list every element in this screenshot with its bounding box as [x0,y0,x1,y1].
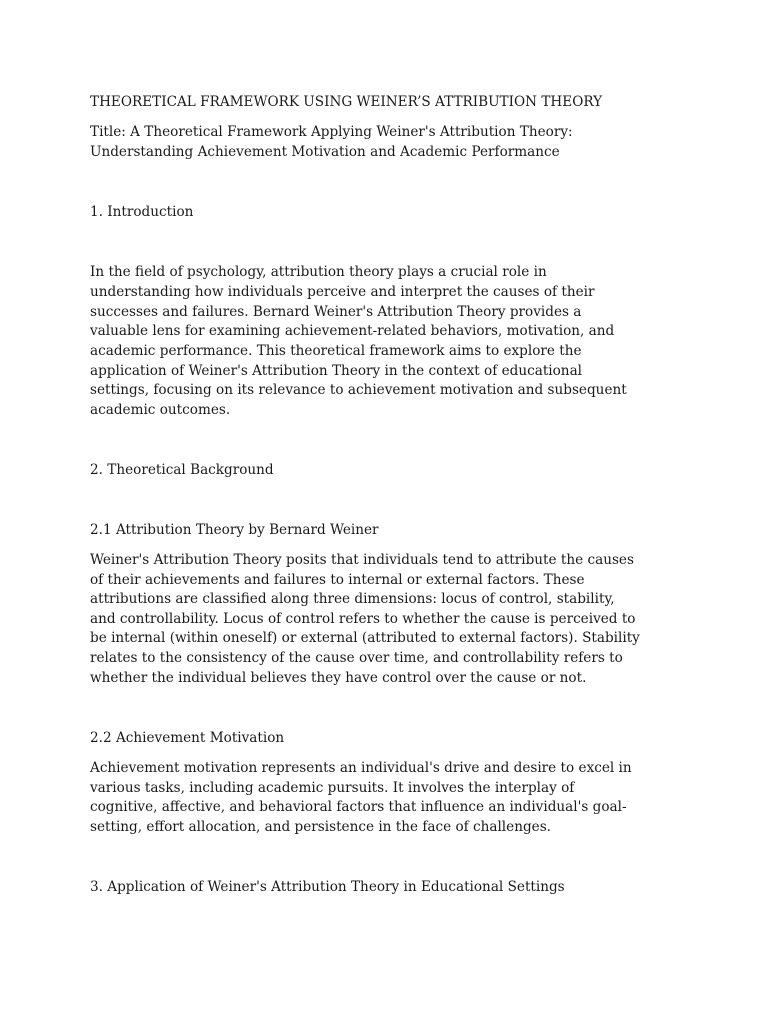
section-2-1-paragraph-line: attributions are classified along three dimensions: locus of control, stability, [90,591,615,607]
intro-paragraph-line: understanding how individuals perceive and interpret the causes of their [90,284,595,300]
section-2-1-paragraph-line: be internal (within oneself) or external (attributed to external factors). Stability [90,630,640,646]
section-2-1-paragraph-line: of their achievements and failures to internal or external factors. These [90,572,585,588]
intro-paragraph-line: application of Weiner's Attribution Theory in the context of educational [90,363,583,379]
section-2-1-paragraph-line: and controllability. Locus of control refers to whether the cause is perceived to [90,611,636,627]
section-2-heading: 2. Theoretical Background [90,462,274,478]
intro-paragraph-line: academic outcomes. [90,402,231,418]
section-2-1-paragraph-line: relates to the consistency of the cause over time, and controllability refers to [90,650,623,666]
section-2-1-paragraph-line: whether the individual believes they have control over the cause or not. [90,670,587,686]
section-1-heading: 1. Introduction [90,204,194,220]
section-3-heading: 3. Application of Weiner's Attribution Theory in Educational Settings [90,879,565,895]
intro-paragraph-line: valuable lens for examining achievement-related behaviors, motivation, and [90,323,615,339]
intro-paragraph-line: In the field of psychology, attribution theory plays a crucial role in [90,264,547,280]
section-2-1-paragraph-line: Weiner's Attribution Theory posits that individuals tend to attribute the causes [90,552,634,568]
section-2-2-paragraph-line: various tasks, including academic pursuits. It involves the interplay of [90,780,575,796]
intro-paragraph-line: settings, focusing on its relevance to achievement motivation and subsequent [90,382,627,398]
section-2-1-heading: 2.1 Attribution Theory by Bernard Weiner [90,522,379,538]
section-2-2-heading: 2.2 Achievement Motivation [90,730,285,746]
title-line: Title: A Theoretical Framework Applying Weiner's Attribution Theory: [90,124,573,140]
title-line: Understanding Achievement Motivation and Academic Performance [90,144,560,160]
section-2-2-paragraph-line: cognitive, affective, and behavioral factors that influence an individual's goal- [90,799,627,815]
section-2-2-paragraph-line: Achievement motivation represents an individual's drive and desire to excel in [90,760,632,776]
intro-paragraph-line: academic performance. This theoretical framework aims to explore the [90,343,582,359]
section-2-2-paragraph-line: setting, effort allocation, and persistence in the face of challenges. [90,819,551,835]
main-heading: THEORETICAL FRAMEWORK USING WEINER’S ATTRIBUTION THEORY [90,94,603,110]
intro-paragraph-line: successes and failures. Bernard Weiner's Attribution Theory provides a [90,304,582,320]
